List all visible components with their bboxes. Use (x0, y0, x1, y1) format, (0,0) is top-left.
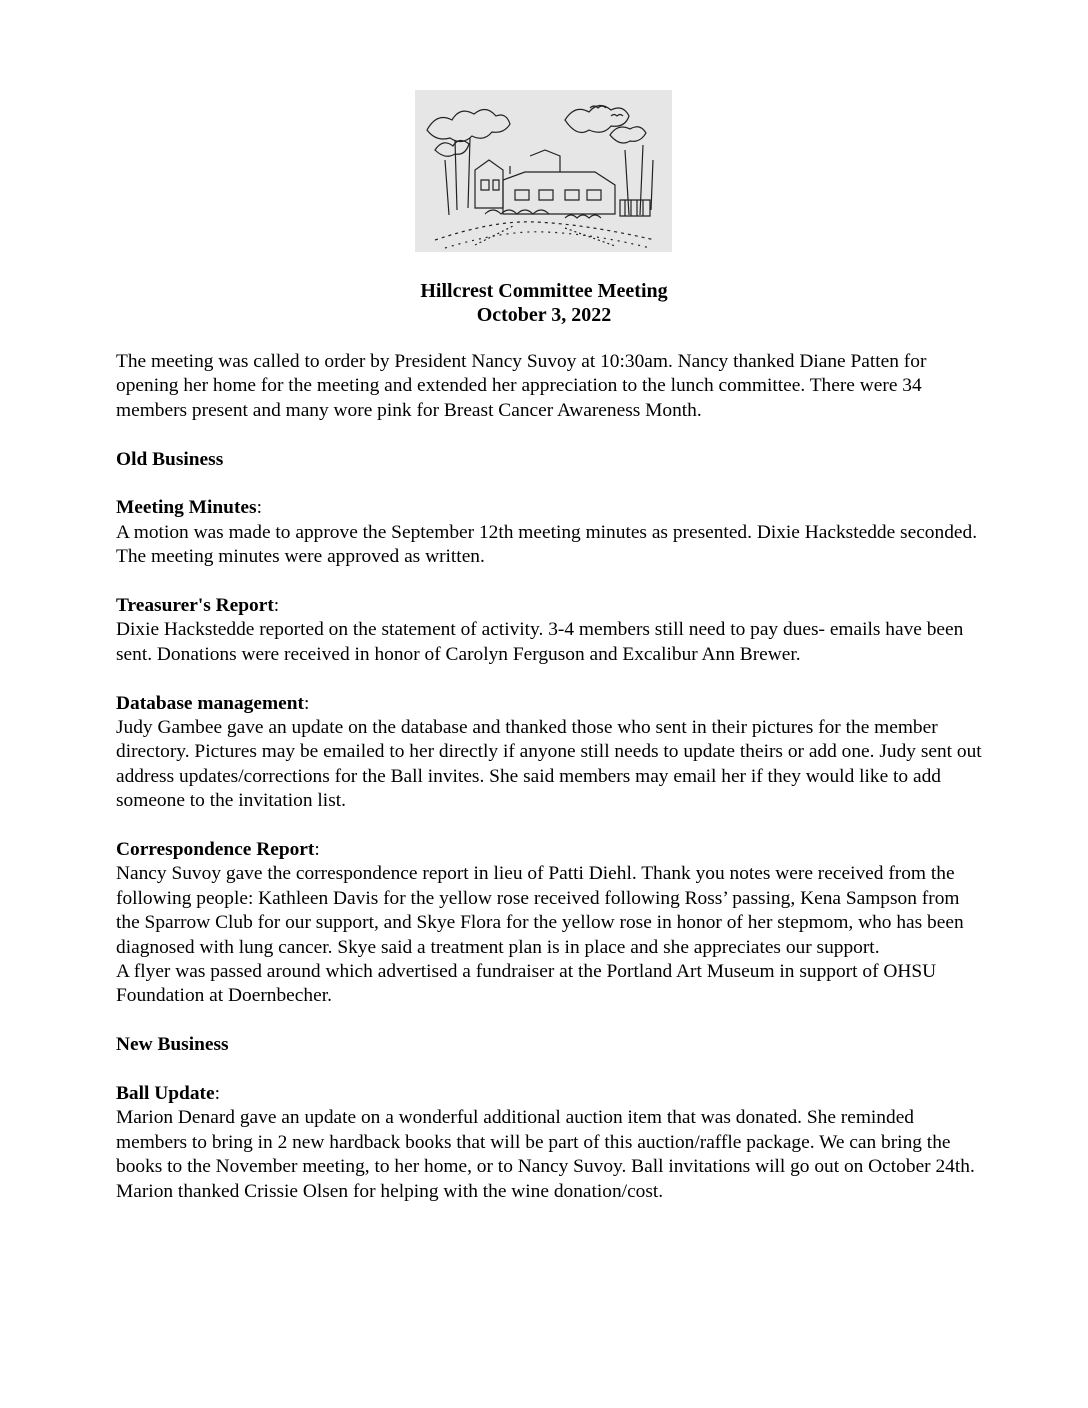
hillcrest-house-illustration (415, 90, 672, 252)
minutes-body (116, 350, 988, 1204)
database-section: Database management: (116, 692, 310, 714)
correspondence-heading: Correspondence Report (116, 839, 315, 861)
page-title: Hillcrest Committee Meeting (420, 280, 668, 302)
treasurer-heading: Treasurer's Report (116, 595, 274, 617)
ball-update-heading: Ball Update (116, 1083, 215, 1105)
ball-update-section: Ball Update: (116, 1083, 220, 1105)
meeting-minutes-text: A motion was made to approve the September 12th meeting minutes as presented. Dixie Hackstedde seconded. The meeting minutes were approved as written. (116, 521, 978, 568)
correspondence-section: Correspondence Report: (116, 839, 320, 861)
document-title-block (0, 279, 1088, 327)
treasurer-section: Treasurer's Report: (116, 595, 280, 617)
correspondence-flyer-text: A flyer was passed around which advertised a fundraiser at the Portland Art Museum in support of OHSU Foundation at Doernbecher. (116, 961, 937, 1007)
meeting-minutes-section: Meeting Minutes: (116, 497, 262, 519)
meeting-date: October 3, 2022 (476, 304, 612, 326)
intro-paragraph: The meeting was called to order by President Nancy Suvoy at 10:30am. Nancy thanked Diane Patten for opening her home for the meeting and extended her appreciation to the lunch committee. There were 34 members present and many wore pink for Breast Cancer Awareness Month. (116, 351, 927, 421)
treasurer-text: Dixie Hackstedde reported on the statement of activity. 3-4 members still need to pay dues- emails have been sent. Donations were received in honor of Carolyn Ferguson and Excalibur Ann Brewer. (116, 619, 964, 665)
correspondence-text: Nancy Suvoy gave the correspondence report in lieu of Patti Diehl. Thank you notes were received from the following people: Kathleen Davis for the yellow rose received following Ross’ passing, Kena Sampson from the Sparrow Club for our support, and Skye Flora for the yellow rose in honor of her stepmom, who has been diagnosed with lung cancer. Skye said a treatment plan is in place and she appreciates our support. (116, 863, 964, 958)
meeting-minutes-heading: Meeting Minutes (116, 497, 257, 519)
database-text: Judy Gambee gave an update on the database and thanked those who sent in their pictures for the member directory. Pictures may be emailed to her directly if anyone still needs to update theirs or add one. Judy sent out address updates/corrections for the Ball invites. She said members may email her if they would like to add someone to the invitation list. (116, 717, 982, 812)
ball-update-text: Marion Denard gave an update on a wonderful additional auction item that was donated. She reminded members to bring in 2 new hardback books that will be part of this auction/raffle package. We can bring the books to the November meeting, to her home, or to Nancy Suvoy. Ball invitations will go out on October 24th. Marion thanked Crissie Olsen for helping with the wine donation/cost. (116, 1107, 975, 1202)
new-business-heading: New Business (116, 1034, 229, 1056)
old-business-heading: Old Business (116, 448, 224, 470)
database-heading: Database management (116, 692, 304, 714)
